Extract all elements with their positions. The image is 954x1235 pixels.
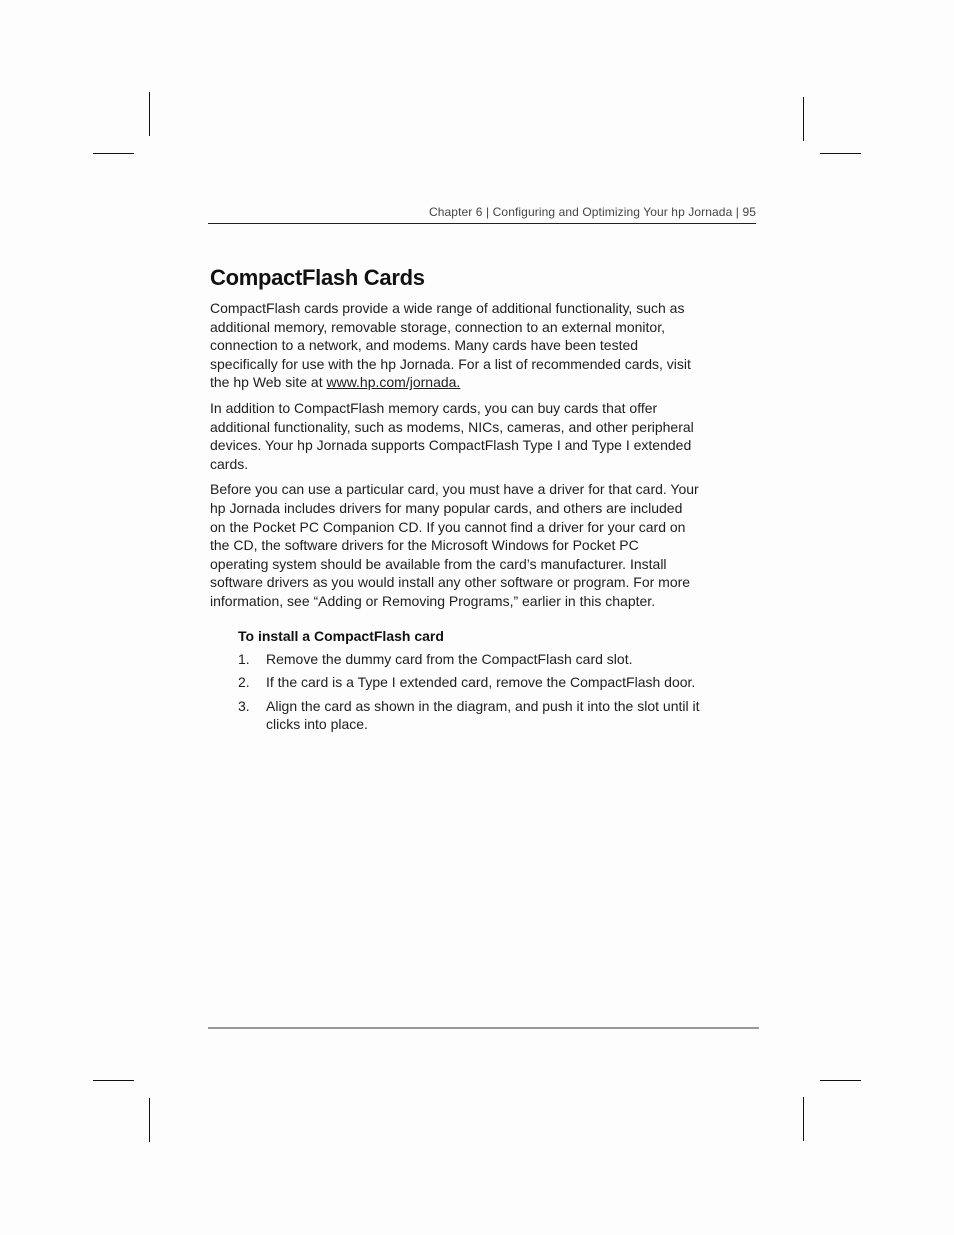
procedure-step [210,673,700,692]
step-text: If the card is a Type I extended card, remove the CompactFlash door. [266,674,696,691]
step-text: Align the card as shown in the diagram, and push it into the slot until it clicks into place. [266,697,700,733]
paragraph-intro-text: CompactFlash cards provide a wide range of additional functionality, such as additional memory, removable storage, connection to an external monitor, connection to a network, and modems. Many cards have been tested specifically for use with the hp Jornada. For a list of recommended cards, visit the hp Web site at [210,300,691,391]
step-number: 2. [238,674,250,691]
header-rule [208,223,756,224]
crop-mark-top-right-vertical [803,97,804,141]
step-number: 1. [238,650,250,667]
step-number: 3. [238,697,250,714]
procedure-step [210,650,700,669]
procedure-steps [210,650,700,734]
procedure-heading: To install a CompactFlash card [238,627,444,644]
crop-mark-top-left-vertical [149,92,150,136]
hp-web-link[interactable]: www.hp.com/jornada. [326,374,461,391]
paragraph-drivers: Before you can use a particular card, you must have a driver for that card. Your hp Jornada includes drivers for many popular cards, and others are included on the Pocket PC Companion CD. If you cannot find a driver for your card on the CD, the software drivers for the Microsoft Windows for Pocket PC operating system should be available from the card’s manufacturer. Install software drivers as you would install any other software or program. For more information, see “Adding or Removing Programs,” earlier in this chapter. [210,481,699,609]
crop-mark-bottom-right-horizontal [820,1080,861,1081]
paragraph-intro [210,299,700,392]
running-header: Chapter 6 | Configuring and Optimizing Your hp Jornada | 95 [428,205,756,219]
step-text: Remove the dummy card from the CompactFlash card slot. [266,650,633,667]
procedure-step [210,697,700,734]
page-content [210,265,700,739]
crop-mark-top-right-horizontal [820,153,861,154]
section-title: CompactFlash Cards [210,265,425,290]
paragraph-card-types: In addition to CompactFlash memory cards, you can buy cards that offer additional functionality, such as modems, NICs, cameras, and other peripheral devices. Your hp Jornada supports CompactFlash Type I and Type I extended cards. [210,399,694,472]
crop-mark-bottom-left-vertical [149,1098,150,1142]
crop-mark-top-left-horizontal [93,153,134,154]
crop-mark-bottom-left-horizontal [93,1080,134,1081]
footer-rule [208,1027,759,1029]
crop-mark-bottom-right-vertical [803,1097,804,1141]
